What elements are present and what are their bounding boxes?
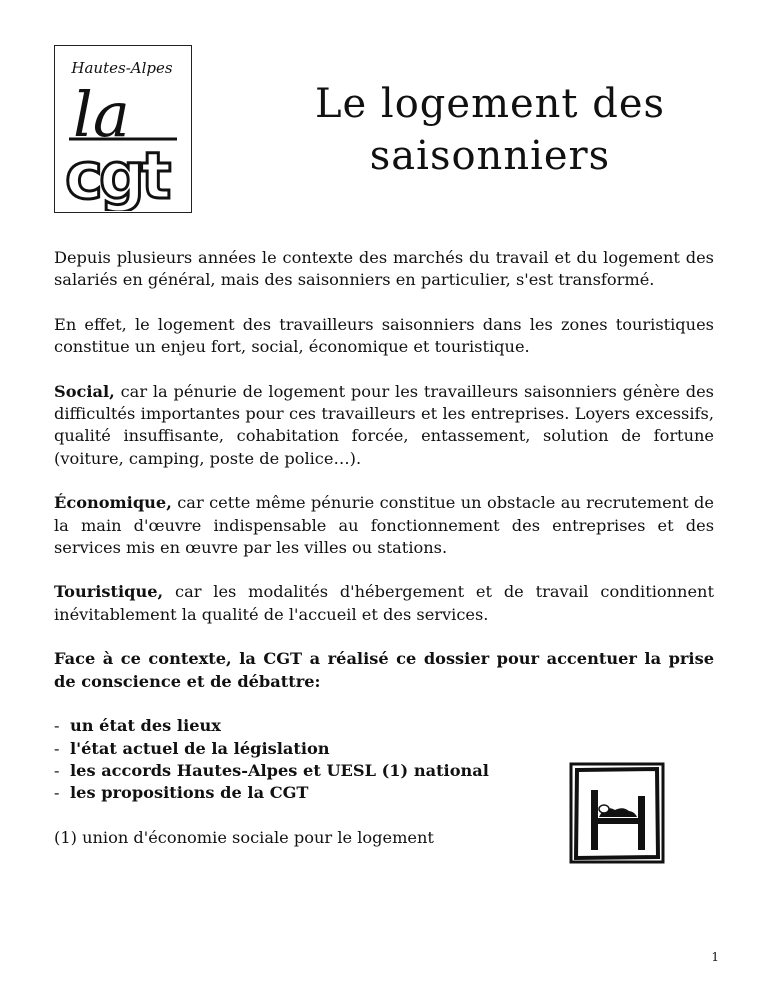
logo-word-cgt: cgt <box>65 140 168 211</box>
bed-icon <box>567 760 667 866</box>
list-item: - les propositions de la CGT <box>54 782 714 804</box>
cgt-logo <box>54 45 192 213</box>
logo-region: Hautes-Alpes <box>71 59 173 77</box>
list-marker: - <box>54 738 60 758</box>
title-line-2: saisonniers <box>369 133 611 179</box>
list-marker: - <box>54 783 60 803</box>
lead-paragraph: Face à ce contexte, la CGT a réalisé ce dossier pour accentuer la prise de conscience et de débattre: <box>54 649 714 691</box>
stakes-paragraph: En effet, le logement des travailleurs saisonniers dans les zones touristiques constitue un enjeu fort, social, économique et touristique. <box>54 314 714 357</box>
social-text: car la pénurie de logement pour les travailleurs saisonniers génère des difficultés importantes pour ces travailleurs et les entreprises. Loyers excessifs, qualité insuffisante, cohabitation forcée, entassement, solution de fortune (voiture, camping, poste de police…). <box>54 381 714 468</box>
tourism-label: Touristique, <box>54 582 164 602</box>
list-item: - un état des lieux <box>54 715 714 737</box>
bed-illustration <box>567 760 667 866</box>
social-label: Social, <box>54 381 115 401</box>
title-line-1: Le logement des <box>314 81 666 127</box>
logo-word-la: la <box>73 78 130 151</box>
page-number: 1 <box>711 950 719 964</box>
page-title <box>280 78 700 182</box>
tourism-text: car les modalités d'hébergement et de travail conditionnent inévitablement la qualité de l'accueil et des services. <box>54 582 714 624</box>
social-paragraph <box>54 381 714 471</box>
list-marker: - <box>54 716 60 736</box>
cgt-logo-icon <box>55 46 190 211</box>
footnote: (1) union d'économie sociale pour le logement <box>54 827 434 847</box>
intro-paragraph: Depuis plusieurs années le contexte des marchés du travail et du logement des salariés en général, mais des saisonniers en particulier, s'est transformé. <box>54 248 714 290</box>
economic-label: Économique, <box>54 493 172 513</box>
list-marker: - <box>54 760 60 780</box>
list-item: - l'état actuel de la législation <box>54 738 714 760</box>
tourism-paragraph <box>54 581 714 626</box>
economic-paragraph <box>54 492 714 559</box>
list-item: - les accords Hautes-Alpes et UESL (1) national <box>54 760 714 782</box>
economic-text: car cette même pénurie constitue un obstacle au recrutement de la main d'œuvre indispensable au fonctionnement des entreprises et des services mis en œuvre par les villes ou stations. <box>54 493 714 558</box>
